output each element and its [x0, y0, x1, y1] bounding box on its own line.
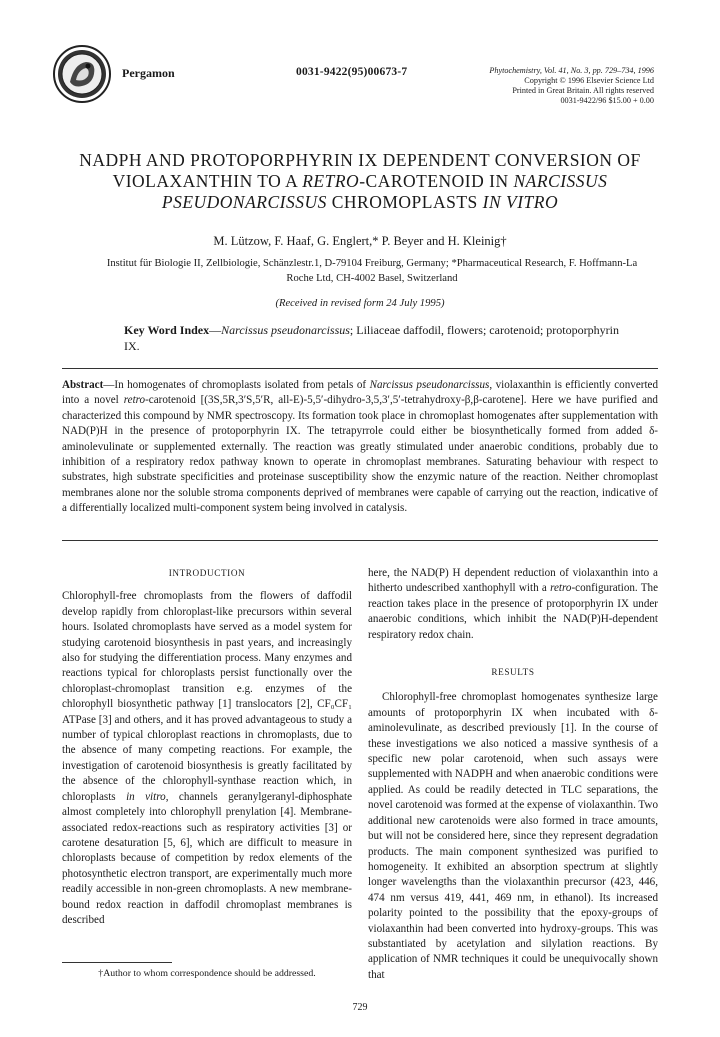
- footnote-rule: [62, 962, 172, 963]
- title-line-3: [60, 192, 660, 213]
- abstract-retro: retro: [123, 394, 146, 407]
- divider-top: [62, 368, 658, 369]
- printed-line: Printed in Great Britain. All rights reserved: [512, 86, 654, 95]
- results-heading: RESULTS: [491, 667, 535, 678]
- intro-cont-retro: retro: [550, 582, 572, 595]
- author-list: M. Lützow, F. Haaf, G. Englert,* P. Beyer and H. Kleinig†: [213, 234, 507, 248]
- intro-invitro: in vitro: [126, 790, 166, 803]
- footnote: †Author to whom correspondence should be addressed.: [98, 968, 316, 979]
- journal-citation: Phytochemistry, Vol. 41, No. 3, pp. 729–734, 1996: [489, 66, 654, 75]
- divider-bottom: [62, 540, 658, 541]
- introduction-continued: [368, 566, 658, 643]
- issn-code: 0031-9422(95)00673-7: [296, 66, 408, 78]
- abstract-text: -carotenoid [(3S,5R,3′S,5′R, all-E)-5,5′-dihydro-3,5,3′,5′-tetrahydroxy-β,β-carotene]. Here we have purified and characterized this compound by NMR spectroscopy. Its formation took place in chromoplast homogenates after supplementation with NAD(P)H in the presence of protoporphyrin IX. The tetrapyrrole could either be biosynthetically formed from added δ-aminolevulinate or supplemented externally. The reaction was greatly stimulated under anaerobic conditions, probably due to inhibition of a respiratory redox pathway known to operate in chromoplast membranes. Saturating behaviour with respect to substrates, high substrate specificities and proteinase susceptibility show the enzymic nature of the reaction. Neither chromoplast membranes alone nor the soluble stroma components deprived of membranes were capable of carrying out the reaction, indicative of a differentially localized multi-component system being involved in catalysis.: [62, 394, 658, 515]
- keywords-list: ; Liliaceae daffodil, flowers; carotenoid; protoporphyrin IX.: [124, 323, 619, 353]
- abstract: [62, 378, 658, 517]
- keywords-label: Key Word Index: [124, 323, 210, 337]
- keyword-index: Key Word Index—Narcissus pseudonarcissus; Liliaceae daffodil, flowers; carotenoid; protoporphyrin IX.: [124, 323, 619, 353]
- publisher-name: Pergamon: [122, 66, 175, 80]
- introduction-heading: INTRODUCTION: [168, 568, 246, 578]
- introduction-paragraph: [62, 589, 352, 928]
- affiliations: Institut für Biologie II, Zellbiologie, Schänzlestr.1, D-79104 Freiburg, Germany; *Pharmaceutical Research, F. Hoffmann-La Roche Ltd, CH-4002 Basel, Switzerland: [106, 258, 638, 284]
- abstract-text: —In homogenates of chromoplasts isolated from petals of: [103, 379, 370, 391]
- title-part: PSEUDONARCISSUS: [161, 192, 327, 212]
- intro-text: Chlorophyll-free chromoplasts from the flowers of daffodil develop rapidly from chloroplast-like precursors within several hours. Isolated chromoplasts have served as a model system for studying carotenoid biosynthesis in past years, and increasingly also for studying the differentiation process. Many enzymes and reactions typical for chloroplasts persist functionally over the chloroplast-chromoplast transition e.g. enzymes of the chlorophyll biosynthetic pathway [1] translocators [2], CF₀CF₁ ATPase [3] and others, and it has proved advantageous to study a number of typical chloroplast reactions in chromoplasts, due to the absence of many competing reactions. For example, the investigation of carotenoid biosynthesis is greatly facilitated by the absence of the chlorophyll-synthase reaction which, in chloroplasts: [62, 590, 352, 803]
- results-paragraph: Chlorophyll-free chromoplast homogenates synthesize large amounts of protoporphyrin IX when incubated with δ-aminolevulinate, as described previously [1]. In the course of these investigations we also noticed a massive synthesis of a specific new polar carotenoid, when such assays were supplemented with NADPH and when anaerobic conditions were applied. As could be readily detected in TLC separations, the novel carotenoid was formed at the expense of violaxanthin. Two additional new carotenoids were also formed in trace amounts, but will not be considered here, since they represent degradation products. The main component synthesized was purified to homogeneity. It exhibited an absorption spectrum at slightly longer wavelengths than the violaxanthin precursor (423, 446, 474 nm versus 419, 441, 469 nm, in ethanol). Its increased polarity pointed to the possibility that the epoxy-groups of violaxanthin had been converted into hydroxy-groups. This was substantiated by acetylation and silylation reactions. By application of NMR techniques it could be unequivocally shown that: [368, 691, 658, 981]
- title-part: NARCISSUS: [513, 171, 608, 191]
- copyright-line: Copyright © 1996 Elsevier Science Ltd: [524, 76, 654, 85]
- intro-cont-text: here, the NAD(P) H dependent reduction of violaxanthin into a hitherto undescribed xanthophyll with a: [368, 567, 658, 595]
- title-part: IN VITRO: [482, 192, 559, 212]
- journal-info: [489, 66, 654, 106]
- intro-text: , channels geranylgeranyl-diphosphate almost completely into chlorophyll prenylation [4]. Membrane-associated redox-reactions such as respiratory activities [3] or carotene desaturation [5, 6], which are difficult to measure in chloroplasts because of competition by redox elements of the photosynthetic electron transport, are experimentally much more readily accessible in non-green chromoplasts. A new membrane-bound redox reaction in daffodil chromoplast membranes is described: [62, 790, 352, 926]
- pergamon-logo: [52, 44, 112, 104]
- title-line-1: NADPH AND PROTOPORPHYRIN IX DEPENDENT CONVERSION OF: [79, 150, 641, 170]
- abstract-label: Abstract: [62, 379, 104, 391]
- intro-cont-text: -configuration. The reaction takes place in the presence of protoporphyrin IX under anaerobic conditions, which inhibit the NAD(P)H-dependent respiratory redox chain.: [368, 582, 658, 641]
- title-part: RETRO: [302, 171, 360, 191]
- price-line: 0031-9422/96 $15.00 + 0.00: [560, 96, 654, 105]
- article-title: [60, 150, 660, 213]
- left-column: [62, 566, 352, 928]
- abstract-species: Narcissus pseudonarcissus: [369, 379, 490, 391]
- title-part: -CAROTENOID IN: [359, 171, 514, 191]
- right-column: [368, 566, 658, 983]
- title-line-2: [60, 171, 660, 192]
- keywords-species: Narcissus pseudonarcissus: [221, 323, 350, 337]
- received-date: (Received in revised form 24 July 1995): [275, 298, 445, 309]
- page-number: 729: [352, 1002, 368, 1013]
- title-part: CHROMOPLASTS: [326, 192, 483, 212]
- title-part: VIOLAXANTHIN TO A: [112, 171, 303, 191]
- abstract-text: , violaxanthin is efficiently converted into a novel: [62, 379, 658, 407]
